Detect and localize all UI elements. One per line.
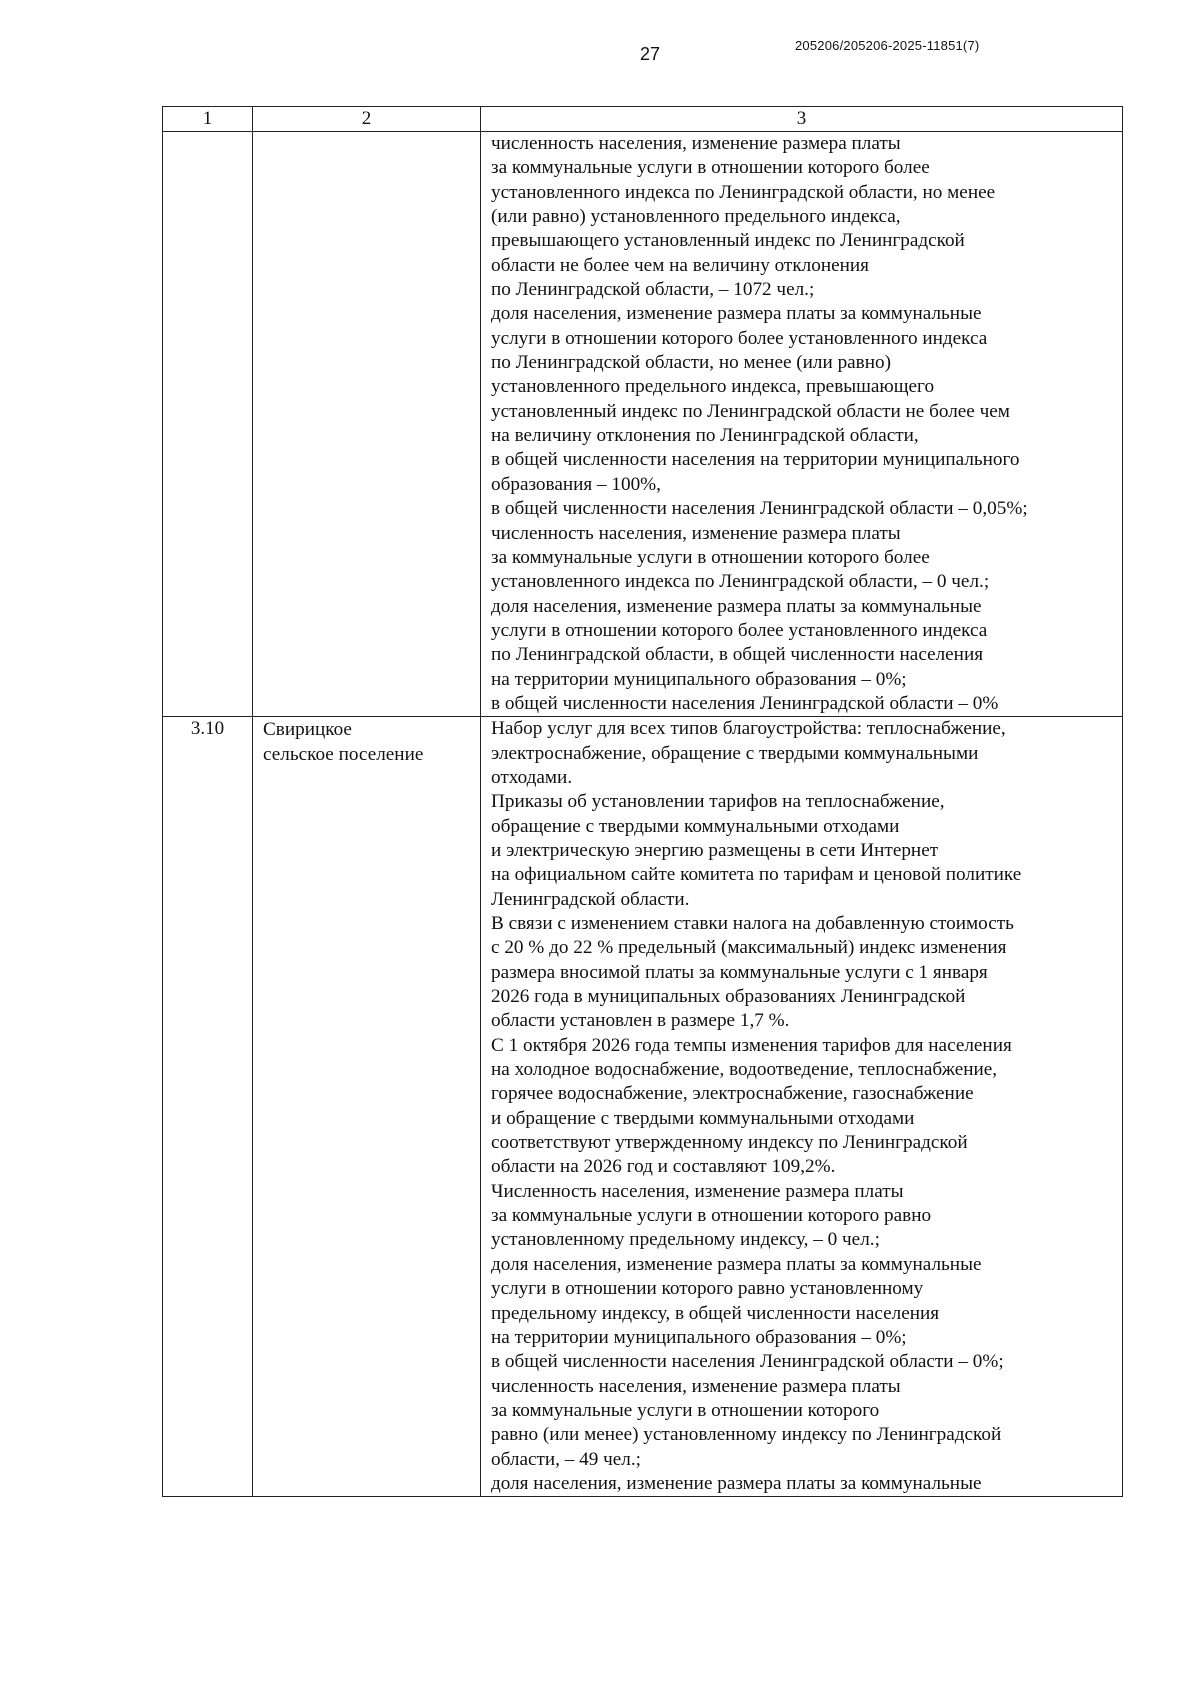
text-line: с 20 % до 22 % предельный (максимальный) индекс изменения — [491, 937, 1007, 959]
column-header-1: 1 — [163, 107, 253, 132]
row-number-cell: 3.10 — [163, 717, 253, 1497]
row-name-cell — [253, 717, 481, 1497]
text-line: размера вносимой платы за коммунальные услуги с 1 января — [491, 961, 988, 983]
text-line: сельское поселение — [263, 743, 424, 765]
text-line: доля населения, изменение размера платы за коммунальные — [491, 595, 982, 617]
text-line: установленный индекс по Ленинградской области не более чем — [491, 400, 1010, 422]
text-line: услуги в отношении которого более установленного индекса — [491, 619, 988, 641]
text-line: численность населения, изменение размера платы — [491, 133, 901, 154]
settlement-name-lines — [253, 717, 480, 767]
row-number-cell — [163, 132, 253, 717]
text-line: численность населения, изменение размера платы — [491, 1375, 901, 1397]
text-line: области не более чем на величину отклонения — [491, 254, 869, 276]
row-name-cell — [253, 132, 481, 717]
text-line: на холодное водоснабжение, водоотведение, теплоснабжение, — [491, 1059, 998, 1081]
row-text-cell — [481, 717, 1123, 1497]
text-line: доля населения, изменение размера платы за коммунальные — [491, 1253, 982, 1275]
text-line: в общей численности населения Ленинградской области – 0,05%; — [491, 498, 1028, 520]
text-line: образования – 100%, — [491, 473, 661, 495]
text-line: области на 2026 год и составляют 109,2%. — [491, 1156, 836, 1178]
text-line: области, – 49 чел.; — [491, 1448, 641, 1470]
text-line: Численность населения, изменение размера платы — [491, 1180, 904, 1202]
text-line: доля населения, изменение размера платы за коммунальные — [491, 303, 982, 325]
text-line: на величину отклонения по Ленинградской области, — [491, 425, 919, 447]
text-line: Свирицкое — [263, 719, 352, 741]
text-line: Приказы об установлении тарифов на теплоснабжение, — [491, 791, 945, 813]
table-row-continued — [163, 132, 1123, 717]
column-header-2: 2 — [253, 107, 481, 132]
text-line: (или равно) установленного предельного индекса, — [491, 206, 901, 228]
text-line: установленному предельному индексу, – 0 чел.; — [491, 1229, 880, 1251]
text-line: и электрическую энергию размещены в сети Интернет — [491, 839, 939, 861]
text-line: доля населения, изменение размера платы за коммунальные — [491, 1472, 982, 1494]
text-line: по Ленинградской области, но менее (или равно) — [491, 352, 891, 374]
text-line: Ленинградской области. — [491, 888, 690, 910]
text-line: установленного индекса по Ленинградской области, но менее — [491, 181, 996, 203]
text-line: области установлен в размере 1,7 %. — [491, 1010, 790, 1032]
text-line: в общей численности населения на территории муниципального — [491, 449, 1020, 471]
text-line: 2026 года в муниципальных образованиях Ленинградской — [491, 986, 966, 1008]
text-line: на территории муниципального образования – 0%; — [491, 668, 907, 690]
text-line: В связи с изменением ставки налога на добавленную стоимость — [491, 913, 1014, 934]
text-line: за коммунальные услуги в отношении которого более — [491, 157, 930, 179]
text-line: за коммунальные услуги в отношении которого — [491, 1399, 880, 1421]
text-line: в общей численности населения Ленинградской области – 0%; — [491, 1351, 1004, 1373]
document-id: 205206/205206-2025-11851(7) — [795, 38, 980, 53]
text-line: равно (или менее) установленному индексу по Ленинградской — [491, 1424, 1002, 1446]
text-line: С 1 октября 2026 года темпы изменения тарифов для населения — [491, 1034, 1012, 1056]
text-line: обращение с твердыми коммунальными отходами — [491, 815, 900, 837]
text-line: услуги в отношении которого более установленного индекса — [491, 327, 988, 349]
text-line: по Ленинградской области, – 1072 чел.; — [491, 279, 815, 301]
column-header-3: 3 — [481, 107, 1123, 132]
text-line: на официальном сайте комитета по тарифам и ценовой политике — [491, 864, 1022, 886]
tariff-table — [162, 106, 1123, 1497]
text-line: услуги в отношении которого равно установленному — [491, 1278, 924, 1300]
page-number: 27 — [639, 44, 661, 64]
table-header-row — [163, 107, 1123, 132]
text-line: и обращение с твердыми коммунальными отходами — [491, 1107, 915, 1129]
text-line: за коммунальные услуги в отношении которого более — [491, 546, 930, 568]
text-line: предельному индексу, в общей численности населения — [491, 1302, 940, 1324]
text-line: Набор услуг для всех типов благоустройства: теплоснабжение, — [491, 718, 1006, 740]
text-line: электроснабжение, обращение с твердыми коммунальными — [491, 742, 979, 764]
text-line: установленного индекса по Ленинградской области, – 0 чел.; — [491, 571, 990, 593]
row-text-cell — [481, 132, 1123, 717]
table-row-3-10 — [163, 717, 1123, 1497]
text-line: численность населения, изменение размера платы — [491, 522, 901, 544]
continued-text-lines — [481, 132, 1122, 716]
text-line: установленного предельного индекса, превышающего — [491, 376, 935, 398]
text-line: превышающего установленный индекс по Ленинградской — [491, 230, 965, 252]
text-line: соответствуют утвержденному индексу по Ленинградской — [491, 1132, 968, 1154]
text-line: отходами. — [491, 766, 573, 788]
text-line: за коммунальные услуги в отношении которого равно — [491, 1205, 932, 1227]
row-3-10-text-lines — [481, 717, 1122, 1496]
text-line: горячее водоснабжение, электроснабжение, газоснабжение — [491, 1083, 974, 1105]
text-line: в общей численности населения Ленинградской области – 0% — [491, 692, 999, 714]
text-line: по Ленинградской области, в общей численности населения — [491, 644, 984, 666]
text-line: на территории муниципального образования – 0%; — [491, 1326, 907, 1348]
